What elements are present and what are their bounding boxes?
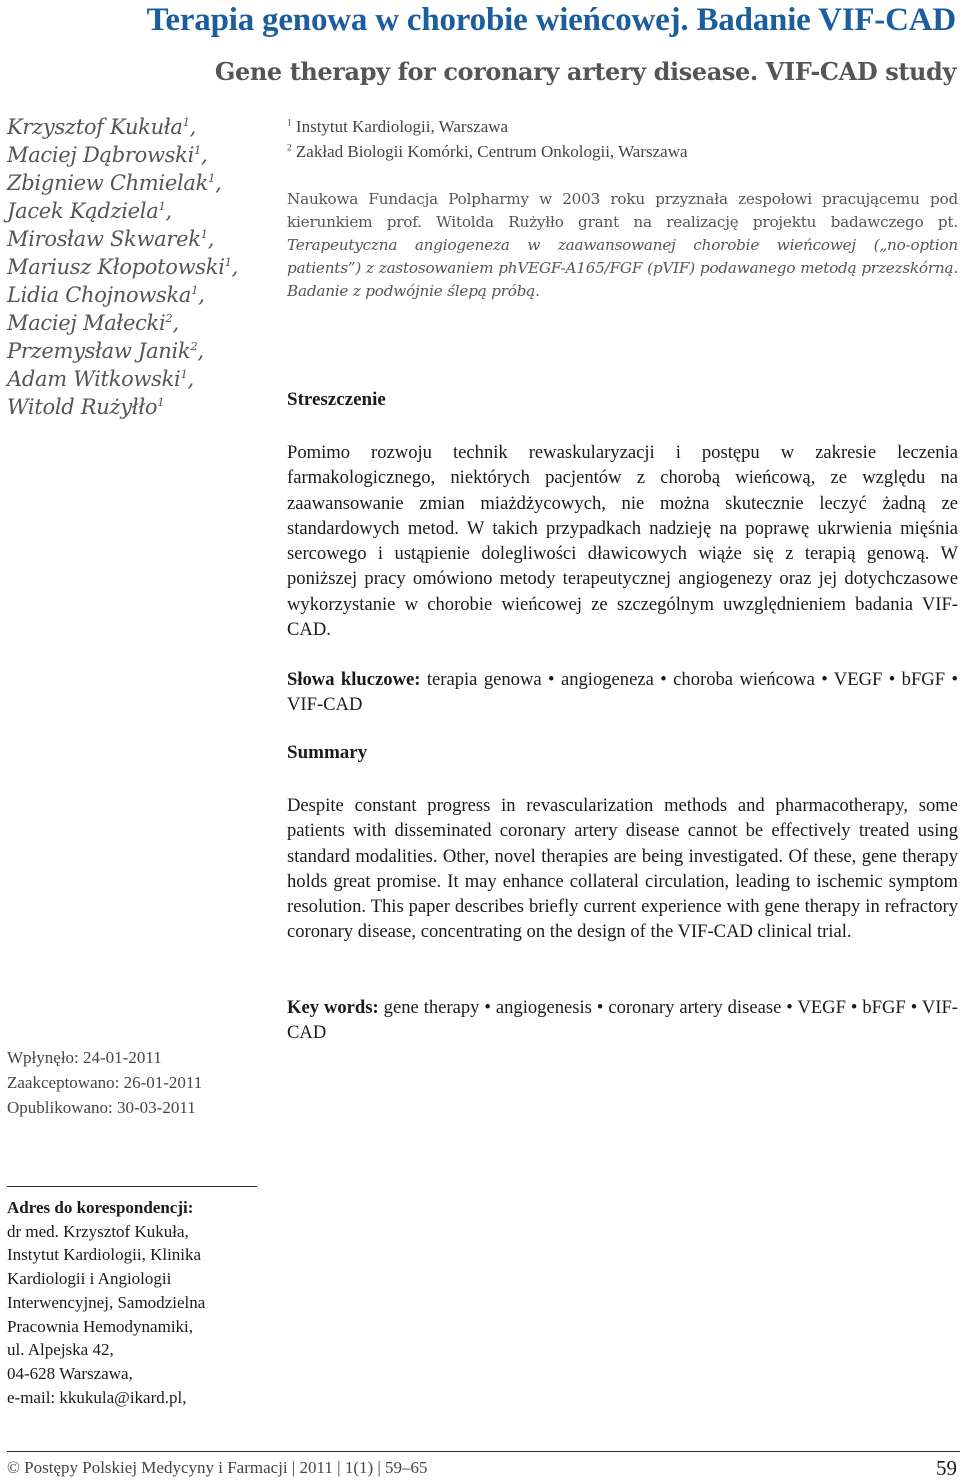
- affiliations: [287, 114, 957, 164]
- author-separator: ,: [172, 311, 179, 335]
- date-published: Opublikowano: 30-03-2011: [7, 1098, 196, 1117]
- author-name: [7, 141, 267, 169]
- author-name: [7, 393, 267, 421]
- article-title-english: Gene therapy for coronary artery disease. VIF-CAD study: [214, 57, 956, 86]
- keyword-polish-term: VIF-CAD: [287, 694, 363, 716]
- keyword-polish-term: bFGF: [901, 669, 946, 690]
- author-separator: ,: [201, 143, 208, 167]
- author-name-text: Adam Witkowski: [7, 367, 181, 391]
- grant-note-project-title: Terapeutyczna angiogeneza w zaawansowanej chorobie wieńcowej („no-option patients”) z zastosowaniem phVEGF-A165/FGF (pVIF) podawanego metodą przezskórną. Badanie z podwójnie ślepą próbą.: [287, 236, 958, 300]
- author-name-text: Maciej Małecki: [7, 311, 166, 335]
- author-name: [7, 253, 267, 281]
- date-accepted: Zaakceptowano: 26-01-2011: [7, 1073, 203, 1092]
- author-affiliation-mark: 1: [157, 394, 165, 409]
- author-name-text: Maciej Dąbrowski: [7, 143, 194, 167]
- author-name-text: Mirosław Skwarek: [7, 227, 201, 251]
- affiliation-number: 2: [287, 143, 292, 154]
- affiliation-number: 1: [287, 118, 292, 129]
- author-separator: ,: [197, 339, 204, 363]
- author-affiliation-mark: 2: [165, 310, 173, 325]
- author-affiliation-mark: 2: [190, 338, 198, 353]
- correspondence-label: Adres do korespondencji:: [7, 1198, 194, 1217]
- affiliation-text: Zakład Biologii Komórki, Centrum Onkologii, Warszawa: [291, 142, 688, 161]
- correspondence-address: [7, 1196, 277, 1409]
- article-title-polish: Terapia genowa w chorobie wieńcowej. Badanie VIF-CAD: [146, 2, 956, 38]
- keywords-polish: [287, 667, 958, 718]
- correspondence-line: Pracownia Hemodynamiki,: [7, 1316, 194, 1336]
- author-separator: ,: [198, 283, 205, 307]
- keyword-english-term: VIF-CAD: [287, 997, 958, 1044]
- author-separator: ,: [165, 199, 172, 223]
- author-name-text: Zbigniew Chmielak: [7, 171, 209, 195]
- keyword-polish-term: VEGF: [833, 669, 883, 690]
- author-name: [7, 225, 267, 253]
- author-name: [7, 337, 267, 365]
- keyword-english-term: bFGF: [862, 997, 906, 1018]
- correspondence-line: Interwencyjnej, Samodzielna: [7, 1292, 206, 1312]
- publication-dates: [7, 1045, 267, 1120]
- author-affiliation-mark: 1: [208, 170, 216, 185]
- date-received: Wpłynęło: 24-01-2011: [7, 1048, 162, 1067]
- summary-heading: Summary: [287, 742, 368, 763]
- keyword-english-term: coronary artery disease: [608, 997, 782, 1018]
- streszczenie-heading: Streszczenie: [287, 389, 386, 410]
- affiliation-text: Instytut Kardiologii, Warszawa: [291, 117, 509, 136]
- correspondence-line: dr med. Krzysztof Kukuła,: [7, 1221, 189, 1241]
- author-separator: ,: [187, 367, 194, 391]
- author-name: [7, 309, 267, 337]
- keywords-english: [287, 995, 958, 1046]
- author-name: [7, 169, 267, 197]
- author-separator: ,: [215, 171, 222, 195]
- author-name-text: Witold Rużyłło: [7, 395, 158, 419]
- correspondence-line: Kardiologii i Angiologii: [7, 1269, 172, 1289]
- grant-note-main: Naukowa Fundacja Polpharmy w 2003 roku przyznała zespołowi pracującemu pod kierunkiem prof. Witolda Rużyłło grant na realizację projektu badawczego pt.: [287, 190, 958, 231]
- abstract-polish: Pomimo rozwoju technik rewaskularyzacji i postępu w zakresie leczenia farmakologicznego, niektórych pacjentów z chorobą wieńcową, ze względu na zaawansowanie zmian miażdżycowych, nie można skutecznie leczyć żadną ze standardowych metod. W takich przypadkach nadzieję na poprawę ukrwienia mięśnia sercowego i ustąpienie dolegliwości dławicowych wiąże się z terapią genową. W poniższej pracy omówiono metody terapeutycznej angiogenezy oraz jej dotychczasowe wykorzystanie w chorobie wieńcowej ze szczególnym uwzględnieniem badania VIF-CAD.: [287, 442, 958, 641]
- keywords-polish-terms: terapia genowa • angiogeneza • choroba wieńcowa • VEGF • bFGF • VIF-CAD: [287, 669, 958, 716]
- author-affiliation-mark: 1: [182, 114, 190, 129]
- page-number: 59: [936, 1456, 957, 1480]
- abstract-english: Despite constant progress in revascularization methods and pharmacotherapy, some patients with disseminated coronary artery disease cannot be effectively treated using standard modalities. Other, novel therapies are being investigated. Of these, gene therapy holds great promise. It may enhance collateral circulation, leading to ischemic symptom resolution. This paper describes briefly current experience with gene therapy in refractory coronary disease, concentrating on the design of the VIF-CAD clinical trial.: [287, 795, 958, 943]
- keywords-english-label: Key words:: [287, 997, 379, 1018]
- keywords-polish-label: Słowa kluczowe:: [287, 669, 421, 690]
- keyword-polish-term: choroba wieńcowa: [673, 669, 815, 690]
- author-name: [7, 281, 267, 309]
- journal-footer: © Postępy Polskiej Medycyny i Farmacji | 2011 | 1(1) | 59–65: [7, 1458, 428, 1477]
- author-name: [7, 113, 267, 141]
- keywords-english-terms: gene therapy • angiogenesis • coronary artery disease • VEGF • bFGF • VIF-CAD: [287, 997, 958, 1044]
- author-separator: ,: [189, 115, 196, 139]
- correspondence-line: Instytut Kardiologii, Klinika: [7, 1245, 202, 1265]
- author-affiliation-mark: 1: [191, 282, 199, 297]
- affiliation-item: [287, 139, 957, 164]
- author-name-text: Jacek Kądziela: [7, 199, 159, 223]
- author-affiliation-mark: 1: [158, 198, 166, 213]
- keyword-english-term: angiogenesis: [495, 997, 592, 1018]
- correspondence-line: ul. Alpejska 42,: [7, 1340, 114, 1360]
- author-affiliation-mark: 1: [200, 226, 208, 241]
- author-separator: ,: [207, 227, 215, 251]
- author-list: [7, 113, 267, 421]
- affiliation-item: [287, 114, 957, 139]
- keyword-polish-term: terapia genowa: [426, 669, 542, 690]
- keyword-english-term: VEGF: [797, 997, 846, 1018]
- keyword-english-term: gene therapy: [383, 997, 480, 1018]
- correspondence-divider: [7, 1186, 257, 1187]
- author-affiliation-mark: 1: [180, 366, 188, 381]
- author-affiliation-mark: 1: [224, 254, 232, 269]
- author-name: [7, 365, 267, 393]
- grant-note: [287, 188, 958, 303]
- keyword-polish-term: angiogeneza: [560, 669, 654, 690]
- author-name: [7, 197, 267, 225]
- author-name-text: Przemysław Janik: [7, 339, 191, 363]
- author-affiliation-mark: 1: [194, 142, 202, 157]
- author-separator: ,: [231, 255, 239, 279]
- footer-divider: [7, 1451, 960, 1452]
- author-name-text: Lidia Chojnowska: [7, 283, 192, 307]
- author-name-text: Krzysztof Kukuła: [7, 115, 183, 139]
- author-name-text: Mariusz Kłopotowski: [7, 255, 225, 279]
- correspondence-line: 04-628 Warszawa,: [7, 1363, 133, 1383]
- correspondence-line: e-mail: kkukula@ikard.pl,: [7, 1387, 187, 1407]
